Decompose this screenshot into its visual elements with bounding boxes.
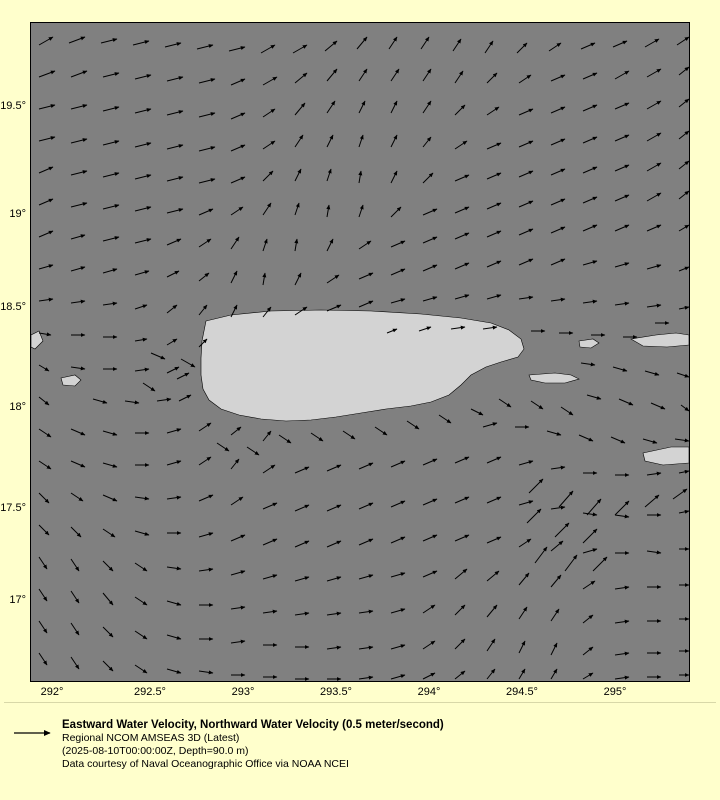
y-tick-label: 19° [9, 208, 26, 220]
landmass-culebra [579, 339, 599, 348]
y-tick-label: 17° [9, 594, 26, 606]
y-tick-label: 18.5° [0, 301, 26, 313]
legend-timestamp-depth: (2025-08-10T00:00:00Z, Depth=90.0 m) [62, 745, 249, 757]
legend-text-block [62, 718, 702, 771]
landmass-virgin-islands [631, 333, 689, 347]
landmass-st-croix [643, 447, 689, 465]
x-tick-label: 293.5° [320, 686, 352, 698]
legend-dataset: Regional NCOM AMSEAS 3D (Latest) [62, 732, 240, 744]
vector-arrow-icon [12, 726, 56, 740]
plot-area [0, 22, 690, 698]
y-tick-label: 17.5° [0, 502, 26, 514]
x-tick-label: 295° [603, 686, 627, 698]
current-vector-field [31, 23, 689, 681]
x-tick-label: 294° [417, 686, 441, 698]
x-tick-label: 292° [40, 686, 64, 698]
x-tick-label: 293° [231, 686, 255, 698]
x-tick-label: 294.5° [506, 686, 538, 698]
legend-credit: Data courtesy of Naval Oceanographic Office via NOAA NCEI [62, 758, 349, 770]
landmass-puerto-rico [31, 310, 689, 465]
x-tick-label: 292.5° [134, 686, 166, 698]
y-tick-label: 18° [9, 401, 26, 413]
landmass-vieques [529, 373, 579, 383]
y-tick-label: 19.5° [0, 100, 26, 112]
map-canvas[interactable] [30, 22, 690, 682]
legend [12, 712, 708, 784]
landmass-mona [61, 375, 81, 386]
legend-divider [4, 702, 716, 703]
legend-title: Eastward Water Velocity, Northward Water Velocity (0.5 meter/second) [62, 719, 444, 731]
